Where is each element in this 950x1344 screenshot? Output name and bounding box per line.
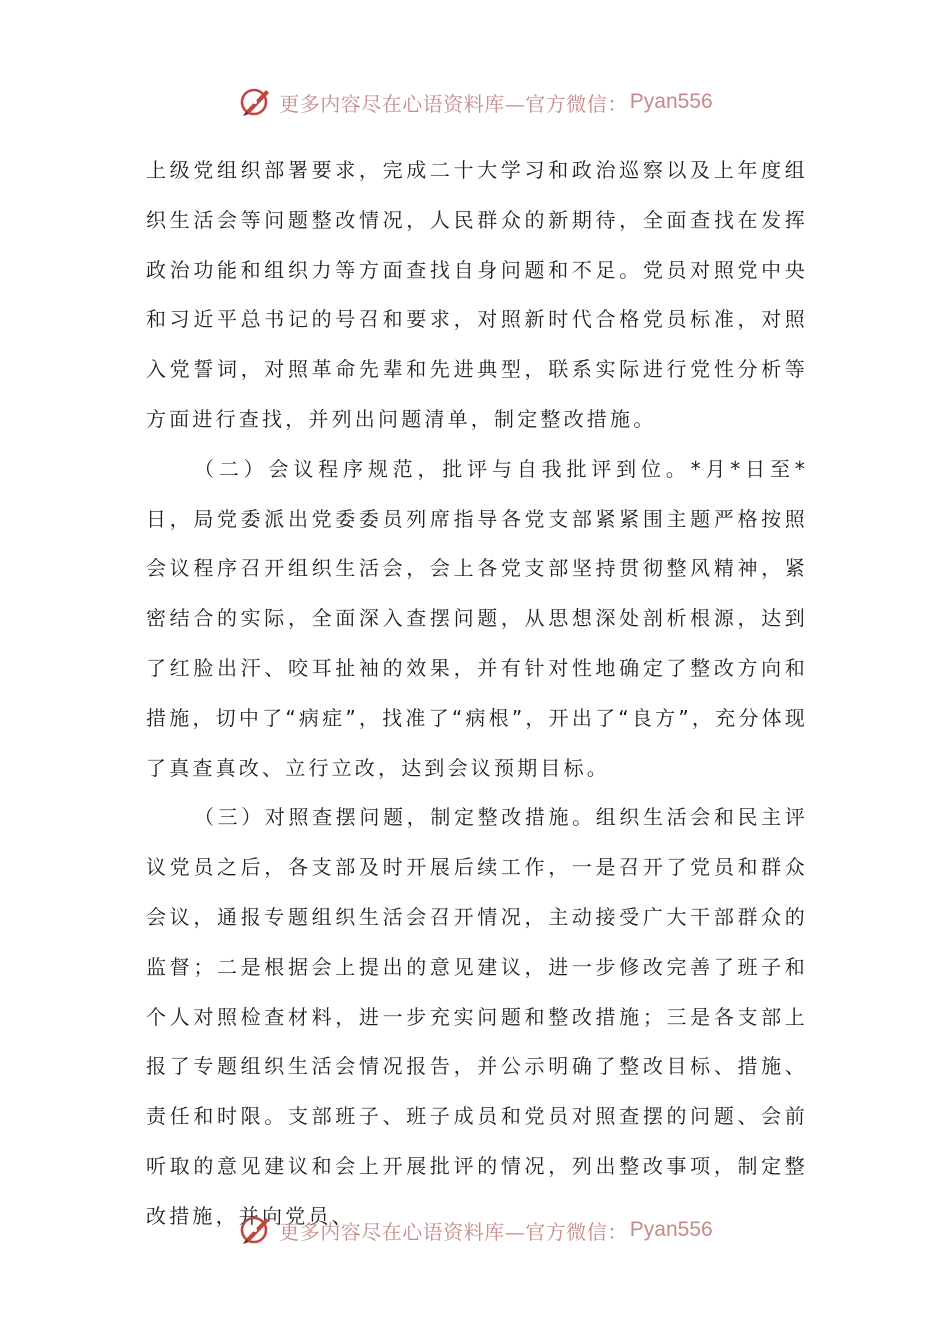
paragraph: （二）会议程序规范，批评与自我批评到位。*月*日至*日，局党委派出党委委员列席指导各党支部紧紧围主题严格按照会议程序召开组织生活会，会上各党支部坚持贯彻整风精神，紧密结合的实际，全面深入查摆问题，从思想深处剖析根源，达到了红脸出汗、咬耳扯袖的效果，并有针对性地确定了整改方向和措施，切中了“病症”，找准了“病根”，开出了“良方”，充分体现了真查真改、立行立改，达到会议预期目标。	[146, 456, 808, 780]
document-body	[146, 146, 808, 1242]
paragraph: （三）对照查摆问题，制定整改措施。组织生活会和民主评议党员之后，各支部及时开展后续工作，一是召开了党员和群众会议，通报专题组织生活会召开情况，主动接受广大干部群众的监督；二是根据会上提出的意见建议，进一步修改完善了班子和个人对照检查材料，进一步充实问题和整改措施；三是各支部上报了专题组织生活会情况报告，并公示明确了整改目标、措施、责任和时限。支部班子、班子成员和党员对照查摆的问题、会前听取的意见建议和会上开展批评的情况，列出整改事项，制定整改措施，并向党员、	[146, 805, 808, 1228]
footer-banner	[0, 1210, 950, 1250]
pen-circle-logo-icon	[237, 84, 273, 120]
paragraph: 上级党组织部署要求，完成二十大学习和政治巡察以及上年度组织生活会等问题整改情况，人民群众的新期待，全面查找在发挥政治功能和组织力等方面查找自身问题和不足。党员对照党中央和习近平总书记的号召和要求，对照新时代合格党员标准，对照入党誓词，对照革命先辈和先进典型，联系实际进行党性分析等方面进行查找，并列出问题清单，制定整改措施。	[146, 158, 808, 431]
banner-text: 更多内容尽在心语资料库—官方微信：	[279, 1219, 628, 1244]
pen-circle-logo-icon	[237, 1212, 273, 1248]
header-banner	[0, 82, 950, 122]
banner-text: 更多内容尽在心语资料库—官方微信：	[279, 91, 628, 116]
banner-wechat-handle: Pyan556	[629, 90, 713, 113]
banner-wechat-handle: Pyan556	[629, 1218, 713, 1241]
